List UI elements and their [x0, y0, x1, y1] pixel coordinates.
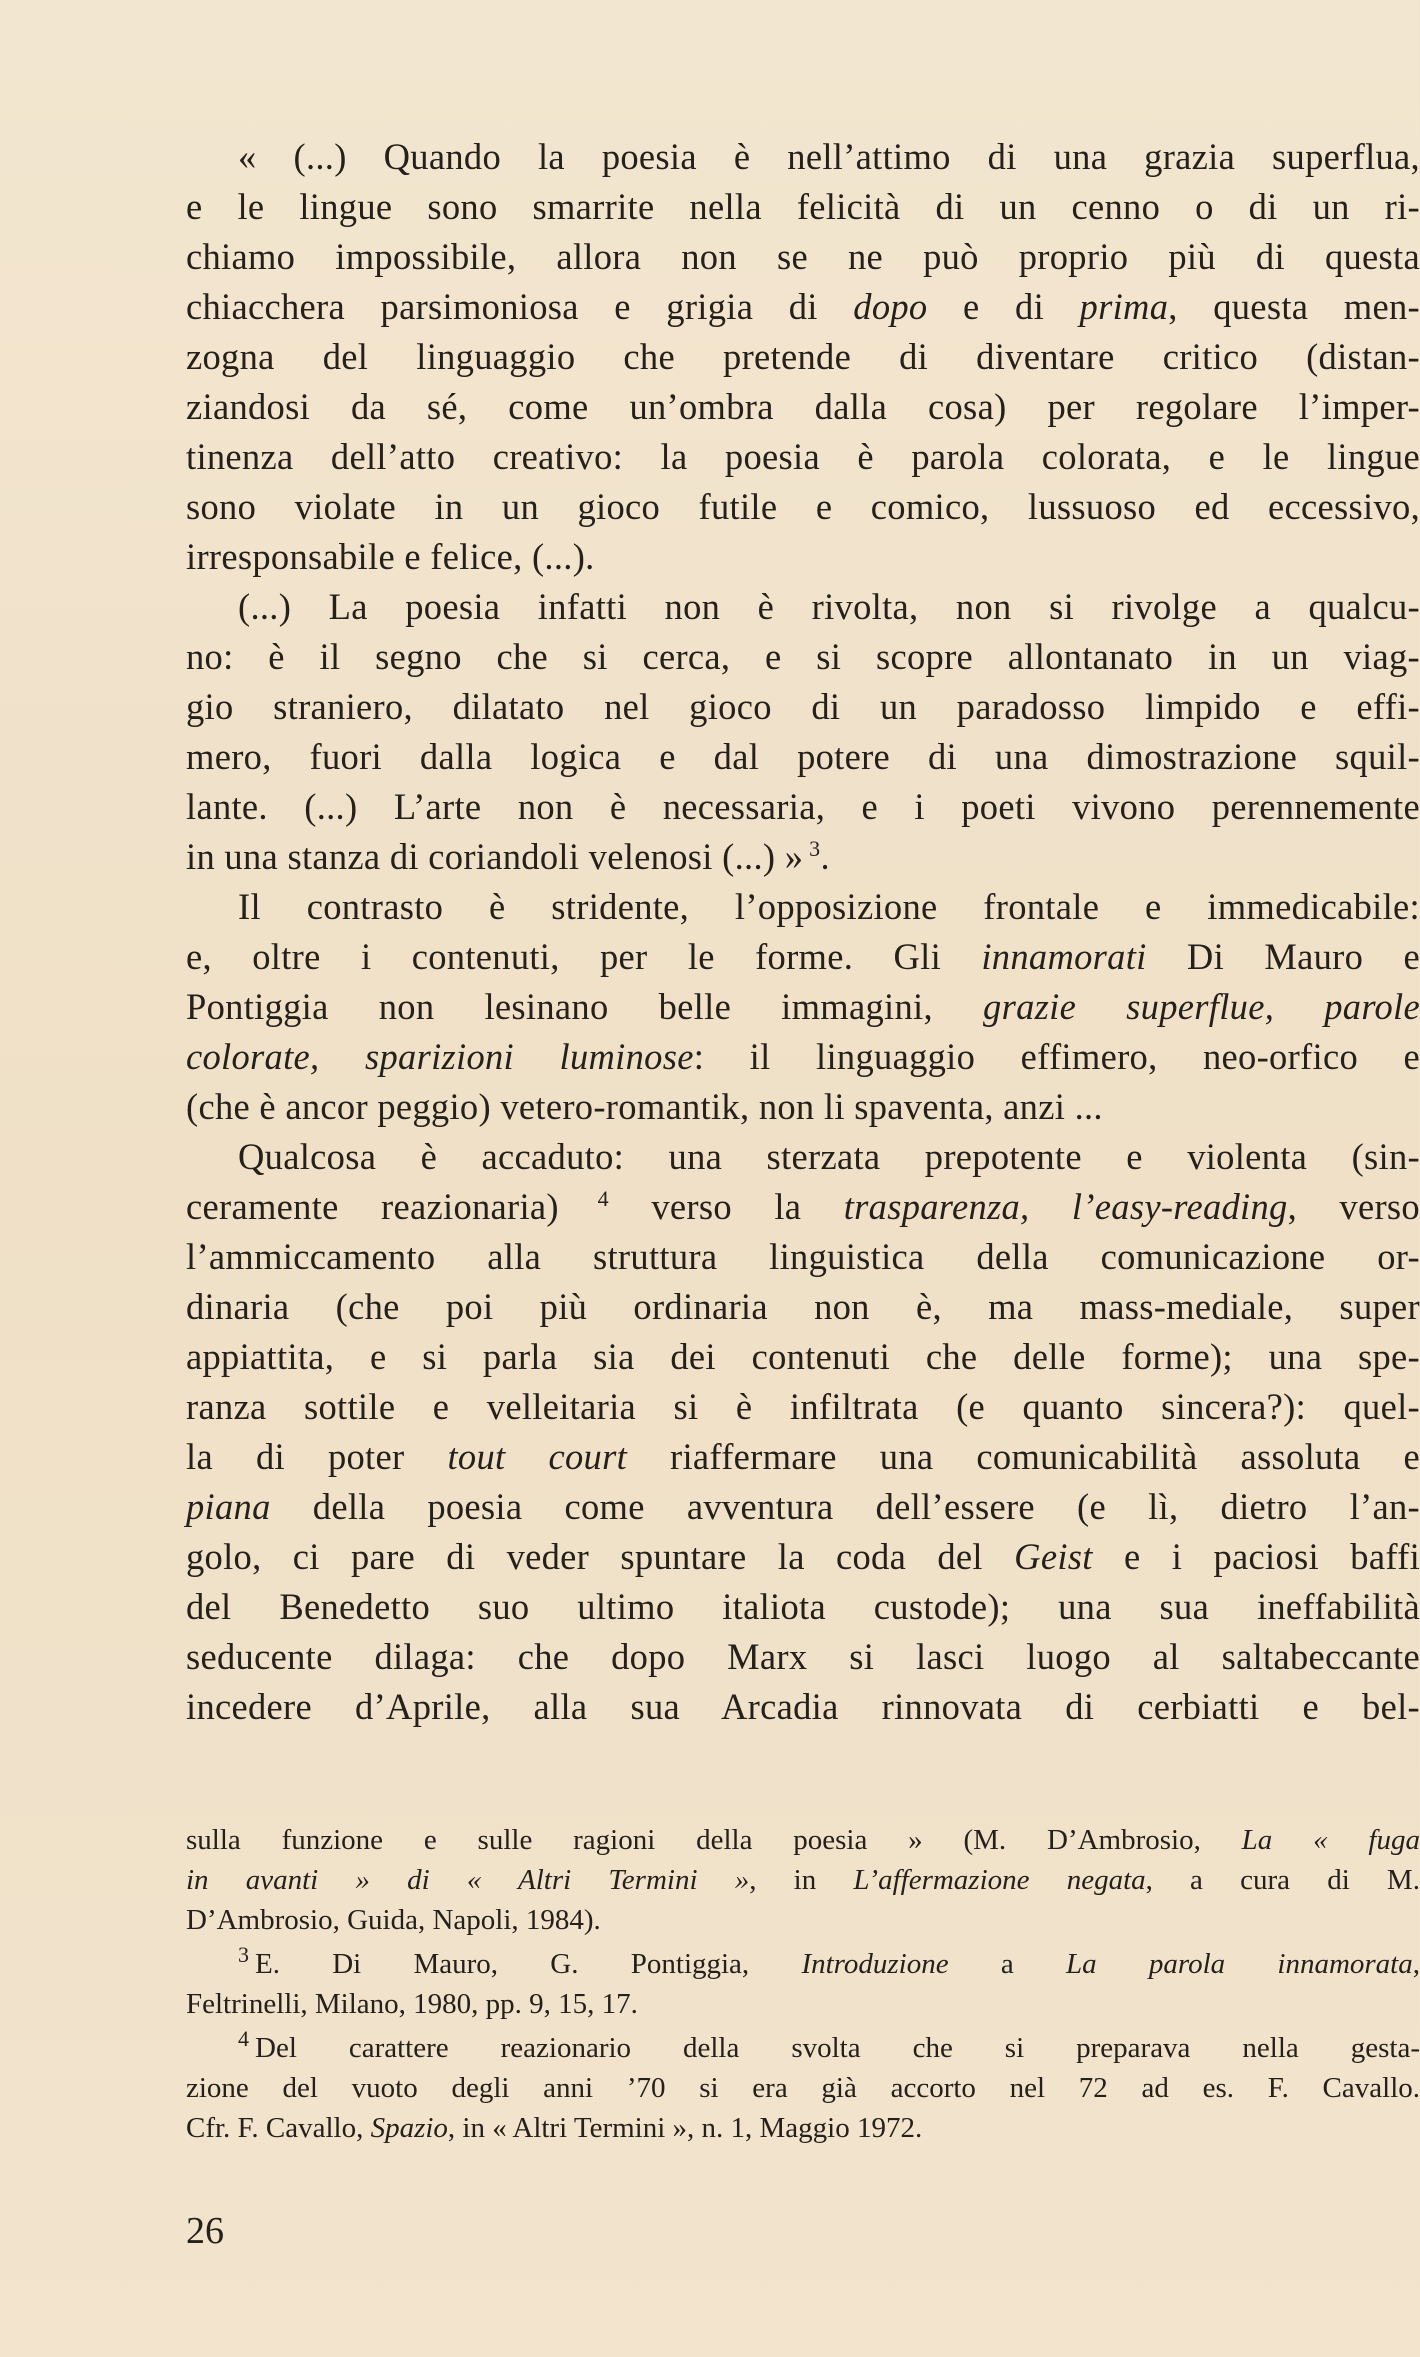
footnote-4: $^4$ Del carattere reazionario della svolta che si preparava nella gesta-: [238, 2026, 1420, 2064]
page-number: 26: [186, 2210, 224, 2252]
text-line: l’ammiccamento alla struttura linguistica della comunicazione or-: [186, 1236, 1420, 1277]
text-line: la di poter tout court riaffermare una comunicabilità assoluta e: [186, 1436, 1420, 1477]
footnote-line: D’Ambrosio, Guida, Napoli, 1984).: [186, 1904, 601, 1936]
text-line: del Benedetto suo ultimo italiota custode); una sua ineffabilità: [186, 1586, 1420, 1627]
text-line: incedere d’Aprile, alla sua Arcadia rinnovata di cerbiatti e bel-: [186, 1686, 1420, 1727]
footnote-line: sulla funzione e sulle ragioni della poesia » (M. D’Ambrosio, La « fuga: [186, 1824, 1420, 1856]
footnote-3: $^3$ E. Di Mauro, G. Pontiggia, Introduzione a La parola innamorata,: [238, 1942, 1420, 1980]
text-line: ranza sottile e velleitaria si è infiltrata (e quanto sincera?): quel-: [186, 1386, 1420, 1427]
text-line: chiacchera parsimoniosa e grigia di dopo e di prima, questa men-: [186, 286, 1420, 327]
footnote-ref: 4: [597, 1185, 609, 1211]
text-line: ceramente reazionaria) $^4$ verso la trasparenza, l’easy-reading, verso: [186, 1185, 1420, 1227]
footnote-line: Cfr. F. Cavallo, Spazio, in « Altri Termini », n. 1, Maggio 1972.: [186, 2112, 923, 2144]
text-line: appiattita, e si parla sia dei contenuti che delle forme); una spe-: [186, 1336, 1420, 1377]
text-line: seducente dilaga: che dopo Marx si lasci luogo al saltabeccante: [186, 1636, 1420, 1677]
text-line: zogna del linguaggio che pretende di diventare critico (distan-: [186, 336, 1420, 377]
text-line: ziandosi da sé, come un’ombra dalla cosa) per regolare l’imper-: [186, 386, 1420, 427]
text-line: piana della poesia come avventura dell’essere (e lì, dietro l’an-: [186, 1486, 1420, 1527]
text-line: (...) La poesia infatti non è rivolta, non si rivolge a qualcu-: [238, 586, 1420, 627]
text-line: no: è il segno che si cerca, e si scopre allontanato in un viag-: [186, 636, 1420, 677]
text-line: Il contrasto è stridente, l’opposizione frontale e immedicabile:: [238, 886, 1420, 927]
text-line: Qualcosa è accaduto: una sterzata prepotente e violenta (sin-: [238, 1136, 1420, 1177]
text-line: dinaria (che poi più ordinaria non è, ma mass-mediale, super: [186, 1286, 1420, 1327]
text-line: irresponsabile e felice, (...).: [186, 536, 595, 577]
text-line: e le lingue sono smarrite nella felicità di un cenno o di un ri-: [186, 186, 1420, 227]
text-line: tinenza dell’atto creativo: la poesia è parola colorata, e le lingue: [186, 436, 1420, 477]
footnote-line: zione del vuoto degli anni ’70 si era già accorto nel 72 ad es. F. Cavallo.: [186, 2072, 1420, 2104]
text-line: (che è ancor peggio) vetero-romantik, non li spaventa, anzi ...: [186, 1086, 1103, 1127]
text-line: « (...) Quando la poesia è nell’attimo di una grazia superflua,: [238, 136, 1420, 177]
footnote-line: Feltrinelli, Milano, 1980, pp. 9, 15, 17.: [186, 1988, 638, 2020]
text-line: gio straniero, dilatato nel gioco di un paradosso limpido e effi-: [186, 686, 1420, 727]
text-line: Pontiggia non lesinano belle immagini, grazie superflue, parole: [186, 986, 1420, 1027]
text-line: e, oltre i contenuti, per le forme. Gli innamorati Di Mauro e: [186, 936, 1420, 977]
text-line: lante. (...) L’arte non è necessaria, e i poeti vivono perennemente: [186, 786, 1420, 827]
footnote-line: in avanti » di « Altri Termini », in L’affermazione negata, a cura di M.: [186, 1864, 1420, 1896]
text-line: chiamo impossibile, allora non se ne può proprio più di questa: [186, 236, 1420, 277]
text-line: in una stanza di coriandoli velenosi (...) » $^3$.: [186, 835, 830, 877]
text-line: colorate, sparizioni luminose: il linguaggio effimero, neo-orfico e: [186, 1036, 1420, 1077]
footnote-ref: 3: [809, 835, 821, 861]
text-line: golo, ci pare di veder spuntare la coda del Geist e i paciosi baffi: [186, 1536, 1420, 1577]
text-line: mero, fuori dalla logica e dal potere di una dimostrazione squil-: [186, 736, 1420, 777]
text-line: sono violate in un gioco futile e comico, lussuoso ed eccessivo,: [186, 486, 1420, 527]
